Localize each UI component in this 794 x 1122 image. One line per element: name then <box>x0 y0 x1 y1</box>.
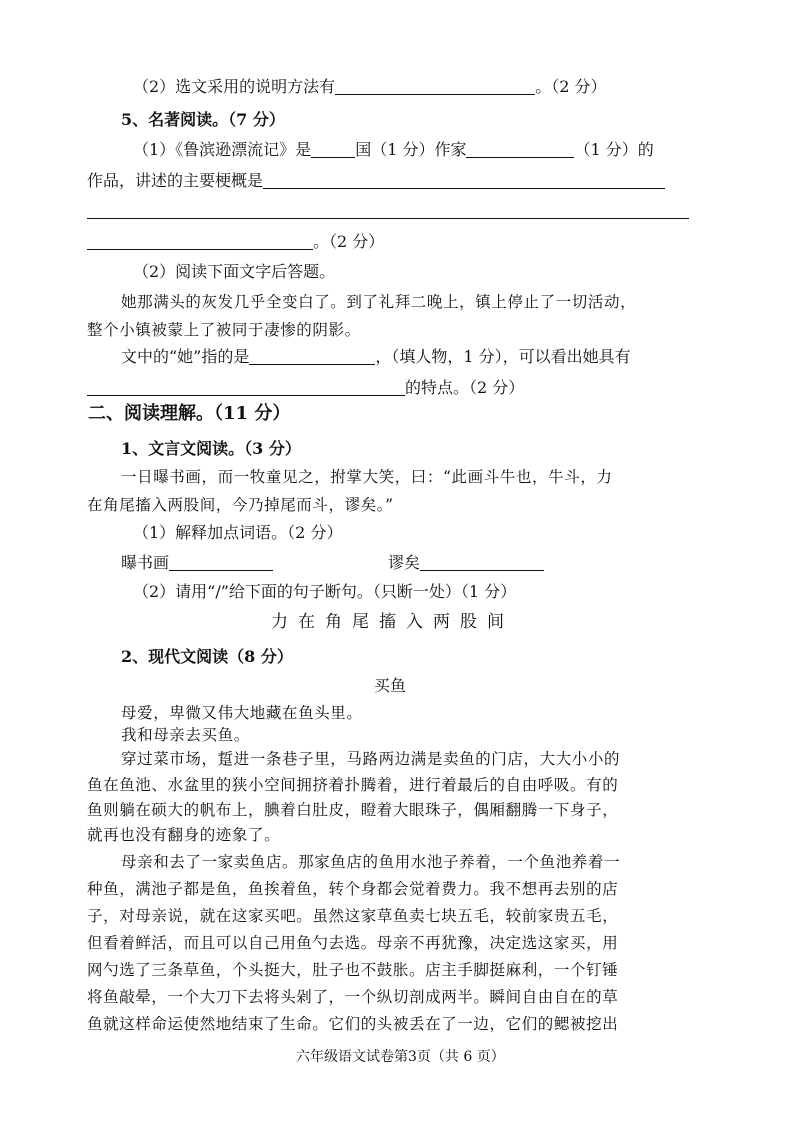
answer-line-summary-2[interactable] <box>87 218 689 219</box>
question-5-1 <box>133 140 654 160</box>
passage-line: 母爱，卑微又伟大地藏在鱼头里。 <box>121 704 363 722</box>
question-5-heading: 5、名著阅读。（7 分） <box>121 110 285 129</box>
question-5-2-ask-line2 <box>87 378 524 398</box>
question-5-2-ask <box>121 347 631 367</box>
answer-blank-vocab-1[interactable] <box>169 554 273 571</box>
passage-line: 鱼就这样命运使然地结束了生命。它们的头被丢在了一边，它们的鳃被挖出 <box>87 1015 619 1033</box>
answer-blank-summary-3[interactable] <box>87 233 313 250</box>
vocab-word-1: 曝书画 <box>121 553 170 572</box>
classical-text-line-2: 在角尾搐入两股间，今乃掉尾而斗，谬矣。” <box>87 496 394 514</box>
passage-line: 穿过菜市场，踅进一条巷子里，马路两边满是卖鱼的门店，大大小小的 <box>121 750 621 768</box>
question-5-1-score: 。（2 分） <box>313 232 385 251</box>
question-4-2-score: 。（2 分） <box>535 77 607 96</box>
question-5-2: （2）阅读下面文字后答题。 <box>133 262 336 281</box>
passage-line: 母亲和去了一家卖鱼店。那家鱼店的鱼用水池子养着，一个鱼池养着一 <box>121 853 621 871</box>
question-5-1-text-a: （1）《鲁滨逊漂流记》是 <box>133 140 312 159</box>
passage-line: 但看着鲜活，而且可以自己用鱼勺去选。母亲不再犹豫，决定选这家买，用 <box>87 934 619 952</box>
classical-heading: 1、文言文阅读。（3 分） <box>121 439 301 458</box>
classical-text-line-1: 一日曝书画，而一牧童见之，拊掌大笑，曰：“此画斗牛也，牛斗，力 <box>121 468 613 486</box>
page-footer: 六年级语文试卷第3页（共 6 页） <box>296 1049 505 1065</box>
answer-blank-trait[interactable] <box>87 379 405 396</box>
excerpt-line-1: 她那满头的灰发几乎全变白了。到了礼拜二晚上，镇上停止了一切活动， <box>121 293 637 311</box>
question-5-2-text-b: ，（填人物，1 分），可以看出她具有 <box>375 347 631 366</box>
question-5-1-line4 <box>87 232 384 252</box>
passage-line: 就再也没有翻身的迹象了。 <box>87 826 281 844</box>
passage-line: 种鱼，满池子都是鱼，鱼挨着鱼，转个身都会觉着费力。我不想再去别的店 <box>87 880 619 898</box>
question-5-2-text-a: 文中的“她”指的是 <box>121 347 250 366</box>
passage-title: 买鱼 <box>374 676 407 695</box>
modern-heading: 2、现代文阅读（8 分） <box>121 647 293 666</box>
passage-line: 将鱼敲晕，一个大刀下去将头剁了，一个纵切剖成两半。瞬间自由自在的草 <box>87 988 619 1006</box>
answer-blank-country[interactable] <box>311 141 355 158</box>
sentence-to-punctuate: 力在角尾搐入两股间 <box>271 612 514 632</box>
answer-blank-summary-1[interactable] <box>263 172 665 189</box>
answer-blank-person[interactable] <box>249 348 375 365</box>
passage-line: 网勺选了三条草鱼，个头挺大，肚子也不鼓胀。店主手脚挺麻利，一个钉锤 <box>87 961 619 979</box>
classical-question-1: （1）解释加点词语。（2 分） <box>133 523 343 542</box>
question-5-2-score: 的特点。（2 分） <box>405 378 525 397</box>
passage-line: 我和母亲去买鱼。 <box>121 726 250 744</box>
excerpt-line-2: 整个小镇被蒙上了被同于凄惨的阴影。 <box>87 321 361 339</box>
question-4-2-text: （2）选文采用的说明方法有 <box>133 77 336 96</box>
passage-line: 鱼在鱼池、水盆里的狭小空间拥挤着扑腾着，进行着最后的自由呼吸。有的 <box>87 776 619 794</box>
answer-blank-author[interactable] <box>466 141 574 158</box>
passage-line: 子，对母亲说，就在这家买吧。虽然这家草鱼卖七块五毛，较前家贵五毛， <box>87 907 619 925</box>
answer-blank[interactable] <box>335 78 535 95</box>
passage-line: 鱼则躺在硕大的帆布上，腆着白肚皮，瞪着大眼珠子，偶厢翻腾一下身子， <box>87 801 619 819</box>
question-4-2 <box>133 77 606 97</box>
question-5-1-text-d: 作品，讲述的主要梗概是 <box>87 171 264 190</box>
question-5-1-text-b: 国（1 分）作家 <box>355 140 467 159</box>
classical-question-2: （2）请用“/”给下面的句子断句。（只断一处）（1 分） <box>133 582 517 601</box>
question-5-1-line2 <box>87 171 665 191</box>
section-2-heading: 二、阅读理解。（11 分） <box>88 403 291 424</box>
question-5-1-text-c: （1 分）的 <box>574 140 654 159</box>
vocab-word-2: 谬矣 <box>388 553 421 572</box>
vocab-item-2 <box>388 553 544 573</box>
answer-blank-vocab-2[interactable] <box>420 554 544 571</box>
vocab-item-1 <box>121 553 273 573</box>
